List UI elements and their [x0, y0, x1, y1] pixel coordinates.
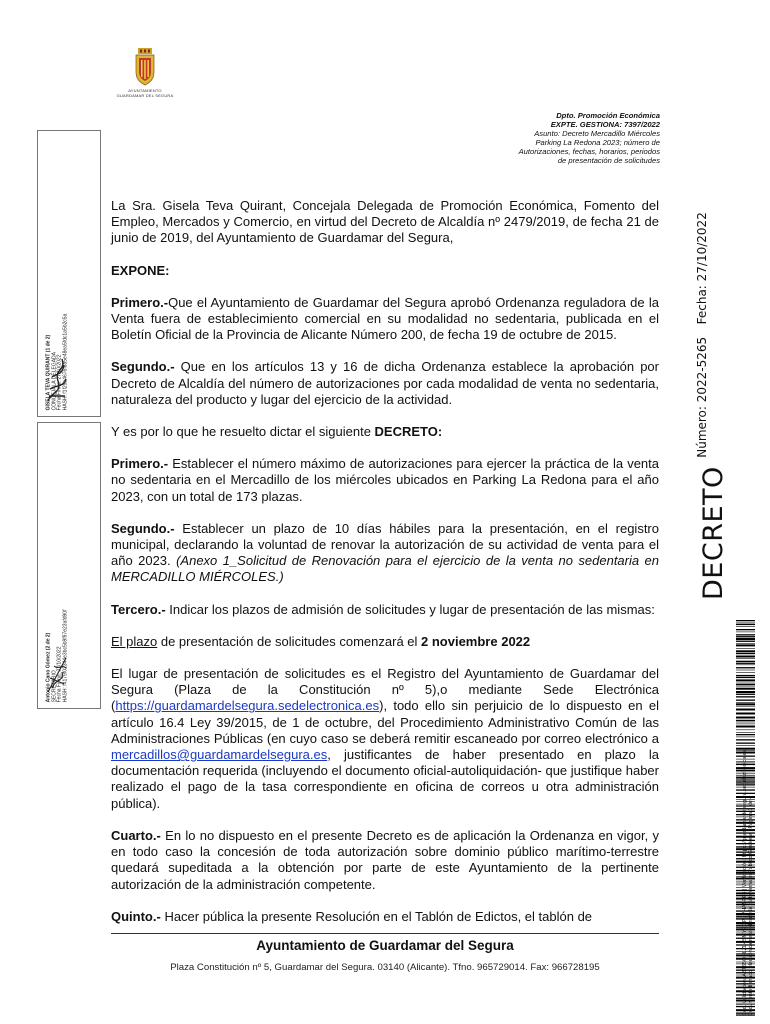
stamp-title: DECRETO — [698, 466, 729, 600]
logo-caption-line2: GUARDAMAR DEL SEGURA — [116, 93, 174, 98]
file-number: EXPTE. GESTIONA: 7397/2022 — [550, 120, 660, 129]
stamp-date: Fecha: 27/10/2022 — [695, 212, 709, 325]
text: ), todo ello sin perjuicio de lo dispuesto en el artículo 16.4 Ley 39/2015, de 1 de octubre, del Procedimiento Administrativo Común de las Administraciones Públicas (en cuyo caso se deberá remitir escaneado por correo electrónico a — [111, 698, 659, 746]
footer-address: Plaza Constitución nº 5, Guardamar del Segura. 03140 (Alicante). Tfno. 965729014. Fax: 966728195 — [170, 962, 600, 973]
footer-title: Ayuntamiento de Guardamar del Segura — [256, 938, 514, 953]
decreto-third — [111, 602, 659, 618]
text: Y es por lo que he resuelto dictar el siguiente — [111, 424, 375, 440]
document-header — [400, 111, 660, 165]
verification-text — [742, 620, 755, 1016]
start-date: 2 noviembre 2022 — [421, 633, 531, 649]
text: Que el Ayuntamiento de Guardamar del Segura aprobó Ordenanza reguladora de la Venta fuera de establecimiento comercial en su modalidad no sedentaria, publicada en el Boletín Oficial de la Provincia de Alicante Número 200, de fecha 19 de octubre de 2015. — [111, 294, 659, 343]
plazo-paragraph — [111, 634, 659, 650]
text: Establecer el número máximo de autorizaciones para ejercer la práctica de la venta no sedentaria en el Mercadillo de los miércoles ubicados en Parking La Redona para el año 2023, con un total de 173 plazas. — [111, 456, 659, 504]
resuelto-paragraph — [111, 424, 659, 440]
signature-box-1 — [37, 130, 101, 417]
footer-divider — [111, 933, 659, 934]
text: Hacer pública la presente Resolución en el Tablón de Edictos, el tablón de — [160, 908, 593, 924]
text: Indicar los plazos de admisión de solicitudes y lugar de presentación de las mismas: — [165, 601, 655, 617]
signer-2-hash: HASH: f4179f02344e3bc5b9f97e23afd90f — [62, 609, 69, 702]
municipal-coat-of-arms — [115, 48, 175, 104]
label: Primero.- — [111, 294, 169, 310]
signer-2-name: Antonio Cano Gómez (2 de 2) — [45, 632, 52, 702]
text: Que en los artículos 13 y 16 de dicha Ordenanza establece la aprobación por Decreto de Alcaldía del número de autorizaciones por cada modalidad de venta no sedentaria, naturaleza del producto y lugar del ejercicio de la actividad. — [111, 359, 659, 407]
stamp-number: Número: 2022-5265 — [695, 336, 709, 458]
handwritten-signature-1-icon — [44, 351, 70, 406]
document-body — [111, 198, 659, 941]
decreto-first — [111, 456, 659, 505]
expone-first — [111, 295, 659, 344]
subject-line-2: Parking La Redona 2023; número de — [535, 138, 660, 147]
expone-heading: EXPONE: — [111, 262, 170, 278]
signer-1-hash: HASH: f1f25b4676f8a5e48ea5fdc1a5b2c5a — [62, 313, 69, 410]
label: Segundo.- — [111, 359, 175, 375]
intro-paragraph: La Sra. Gisela Teva Quirant, Concejala Delegada de Promoción Económica, Fomento del Empleo, Mercados y Comercio, en virtud del Decreto de Alcaldía nº 2479/2019, de fecha 21 de junio de 2019, del Ayuntamiento de Guardamar del Segura, — [111, 198, 659, 246]
sede-electronica-link[interactable]: https://guardamardelsegura.sedelectronica.es — [115, 698, 380, 714]
decreto-fifth — [111, 909, 659, 925]
label: Quinto.- — [111, 908, 161, 924]
subject-line-4: de presentación de solicitudes — [557, 156, 660, 165]
department: Dpto. Promoción Económica — [556, 111, 660, 120]
decreto-word: DECRETO: — [374, 424, 443, 440]
verification-line-2: Documento firmado electrónicamente desde la plataforma esPublico Gestiona | Página 1 de 4 — [748, 795, 755, 1016]
label: Tercero.- — [111, 601, 166, 617]
subject-line-3: Autorizaciones, fechas, horarios, periodos — [518, 147, 660, 156]
text: En lo no dispuesto en el presente Decreto es de aplicación la Ordenanza en vigor, y en todo caso la concesión de toda autorización sobre dominio público marítimo-terrestre quedará supeditada a la obtención por parte de este Ayuntamiento de la pertinente autorización de la administración competente. — [111, 827, 659, 892]
signer-1-name: GISELA TEVA QUIRANT (1 de 2) — [45, 334, 52, 410]
email-link[interactable]: mercadillos@guardamardelsegura.es — [111, 747, 328, 763]
signer-2-date: Fecha Firma: 27/10/2022 — [56, 646, 63, 702]
lugar-paragraph — [111, 666, 659, 812]
label: Cuarto.- — [111, 827, 161, 843]
annex-note: (Anexo 1_Solicitud de Renovación para el ejercicio de la venta no sedentaria en MERCADILLO MIÉRCOLES.) — [111, 553, 659, 585]
decreto-second — [111, 521, 659, 586]
expone-second — [111, 359, 659, 408]
signer-1-date: Fecha Firma: 27/10/2022 — [56, 354, 63, 410]
subject-line-1: Asunto: Decreto Mercadillo Miércoles — [534, 129, 660, 138]
decree-stamp — [695, 212, 729, 600]
text: El lugar de presentación de solicitudes es el Registro del Ayuntamiento de Guardamar del Segura (Plaza de la Constitución nº 5),o mediante Sede Electrónica ( — [111, 666, 659, 714]
logo-caption-line1: AYUNTAMIENTO — [128, 88, 162, 93]
text: , justificantes de haber presentado en plazo la documentación requerida (incluyendo el documento oficial-autoliquidación- que justifique haber realizado el pago de la tasa correspondiente en oficina de correos u otra administración pública). — [111, 747, 659, 811]
text: Establecer un plazo de 10 días hábiles para la presentación, en el registro municipal, declarando la voluntad de renovar la autorización de su actividad de venta para el año 2023. — [111, 520, 659, 569]
handwritten-signature-2-icon — [44, 648, 70, 698]
plazo-label: El plazo — [111, 633, 158, 649]
signer-2-role: SECRETARIO — [51, 669, 58, 702]
label: Primero.- — [111, 456, 169, 472]
label: Segundo.- — [111, 520, 175, 536]
decreto-fourth — [111, 828, 659, 893]
coat-of-arms-icon — [133, 48, 157, 88]
verification-line-1: Cód. Validación: A8T65QHLZL4SMYEGPLPHA5RF4 | Verificación: https://guardamardelsegura.sedelectronica.es/ — [742, 748, 748, 1016]
signer-1-role: CONCEJALA DELEGADA — [51, 351, 58, 410]
text: de presentación de solicitudes comenzará el — [157, 633, 422, 649]
signature-box-2 — [37, 422, 101, 709]
